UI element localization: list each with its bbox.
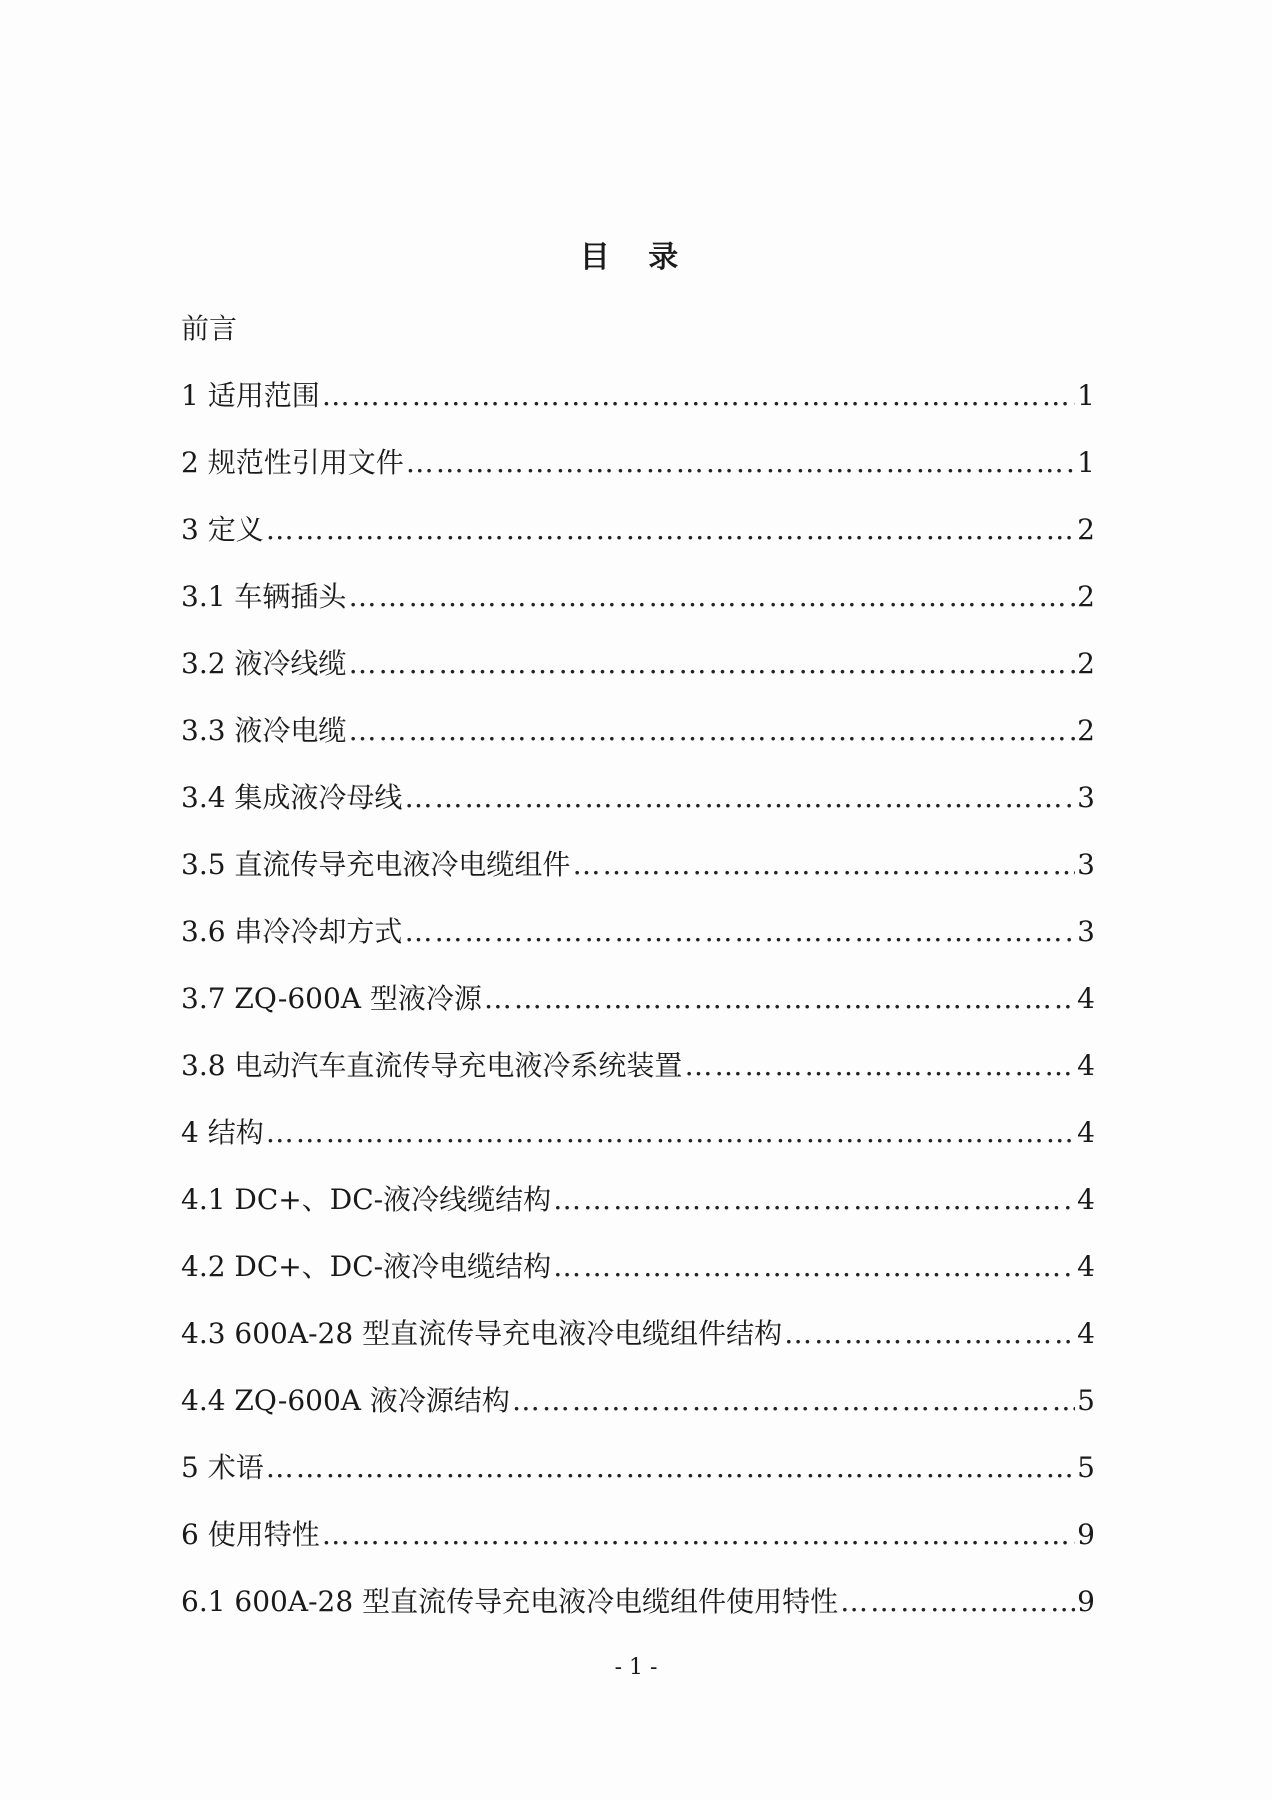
toc-dot-leader bbox=[348, 697, 1075, 764]
toc-entry-label: 4 结构 bbox=[181, 1116, 264, 1149]
toc-entry[interactable] bbox=[181, 1233, 1095, 1300]
toc-entry-label: 3.1 车辆插头 bbox=[181, 580, 347, 613]
toc-entry[interactable] bbox=[181, 429, 1095, 496]
toc-entry-page: 3 bbox=[1077, 848, 1095, 881]
toc-entry-page: 4 bbox=[1077, 1116, 1095, 1149]
toc-dot-leader bbox=[512, 1367, 1075, 1434]
toc-dot-leader bbox=[406, 429, 1075, 496]
toc-entry-label: 3.6 串冷冷却方式 bbox=[181, 915, 403, 948]
toc-entry-label: 3 定义 bbox=[181, 513, 264, 546]
toc-dot-leader bbox=[572, 831, 1075, 898]
toc-dot-leader bbox=[348, 563, 1075, 630]
toc-dot-leader bbox=[266, 1099, 1075, 1166]
toc-dot-leader bbox=[684, 1032, 1075, 1099]
toc-entry-label: 6.1 600A-28 型直流传导充电液冷电缆组件使用特性 bbox=[181, 1585, 839, 1618]
toc-entry[interactable] bbox=[181, 362, 1095, 429]
toc-entry-page: 9 bbox=[1077, 1518, 1095, 1551]
toc-entry-page: 3 bbox=[1077, 915, 1095, 948]
toc-dot-leader bbox=[322, 362, 1075, 429]
toc-entry[interactable] bbox=[181, 1300, 1095, 1367]
toc-entry-page: 2 bbox=[1077, 647, 1095, 680]
toc-entry[interactable] bbox=[181, 965, 1095, 1032]
toc-entry-label: 3.7 ZQ-600A 型液冷源 bbox=[181, 982, 482, 1015]
toc-entry-label: 4.1 DC+、DC-液冷线缆结构 bbox=[181, 1183, 552, 1216]
toc-entry-label: 3.2 液冷线缆 bbox=[181, 647, 347, 680]
toc-entry-label: 1 适用范围 bbox=[181, 379, 320, 412]
toc-entry-page: 2 bbox=[1077, 580, 1095, 613]
toc-entry-page: 2 bbox=[1077, 513, 1095, 546]
toc-entry-label: 3.3 液冷电缆 bbox=[181, 714, 347, 747]
toc-entry-label: 3.4 集成液冷母线 bbox=[181, 781, 403, 814]
toc-entry[interactable] bbox=[181, 1367, 1095, 1434]
toc-dot-leader bbox=[322, 1501, 1075, 1568]
toc-entry[interactable] bbox=[181, 1568, 1095, 1635]
toc-dot-leader bbox=[266, 496, 1075, 563]
toc-entry-label: 4.2 DC+、DC-液冷电缆结构 bbox=[181, 1250, 552, 1283]
toc-entry[interactable] bbox=[181, 630, 1095, 697]
toc-dot-leader bbox=[266, 1434, 1075, 1501]
toc-dot-leader bbox=[484, 965, 1075, 1032]
toc-entry-page: 4 bbox=[1077, 982, 1095, 1015]
toc-entry-page: 9 bbox=[1077, 1585, 1095, 1618]
page-number: - 1 - bbox=[614, 1655, 658, 1680]
toc-entry[interactable] bbox=[181, 831, 1095, 898]
toc-entry-label: 4.3 600A-28 型直流传导充电液冷电缆组件结构 bbox=[181, 1317, 783, 1350]
toc-entry[interactable] bbox=[181, 563, 1095, 630]
table-of-contents bbox=[181, 295, 1095, 1635]
toc-entry-page: 4 bbox=[1077, 1049, 1095, 1082]
toc-dot-leader bbox=[404, 764, 1075, 831]
toc-entry[interactable] bbox=[181, 496, 1095, 563]
toc-entry[interactable] bbox=[181, 1434, 1095, 1501]
toc-title: 目 录 bbox=[579, 240, 693, 275]
toc-entry-label: 3.8 电动汽车直流传导充电液冷系统装置 bbox=[181, 1049, 683, 1082]
toc-dot-leader bbox=[840, 1568, 1075, 1635]
toc-entry-label: 3.5 直流传导充电液冷电缆组件 bbox=[181, 848, 571, 881]
toc-entry-page: 4 bbox=[1077, 1250, 1095, 1283]
toc-entry-page: 1 bbox=[1077, 379, 1095, 412]
toc-entry-page: 5 bbox=[1077, 1384, 1095, 1417]
toc-entry[interactable] bbox=[181, 1501, 1095, 1568]
toc-entry-label: 4.4 ZQ-600A 液冷源结构 bbox=[181, 1384, 510, 1417]
toc-dot-leader bbox=[553, 1166, 1075, 1233]
toc-dot-leader bbox=[404, 898, 1075, 965]
toc-entry[interactable] bbox=[181, 295, 1095, 362]
toc-entry-page: 2 bbox=[1077, 714, 1095, 747]
toc-entry-label: 5 术语 bbox=[181, 1451, 264, 1484]
toc-entry[interactable] bbox=[181, 1099, 1095, 1166]
toc-entry[interactable] bbox=[181, 764, 1095, 831]
toc-entry-label: 6 使用特性 bbox=[181, 1518, 320, 1551]
toc-entry-label: 前言 bbox=[181, 312, 238, 345]
toc-entry-page: 3 bbox=[1077, 781, 1095, 814]
toc-dot-leader bbox=[784, 1300, 1075, 1367]
toc-entry-page: 4 bbox=[1077, 1183, 1095, 1216]
toc-entry-label: 2 规范性引用文件 bbox=[181, 446, 404, 479]
toc-entry-page: 1 bbox=[1077, 446, 1095, 479]
toc-entry-page: 5 bbox=[1077, 1451, 1095, 1484]
toc-entry[interactable] bbox=[181, 697, 1095, 764]
toc-dot-leader bbox=[348, 630, 1075, 697]
toc-dot-leader bbox=[553, 1233, 1075, 1300]
toc-entry[interactable] bbox=[181, 1166, 1095, 1233]
toc-entry-page: 4 bbox=[1077, 1317, 1095, 1350]
toc-entry[interactable] bbox=[181, 898, 1095, 965]
toc-entry[interactable] bbox=[181, 1032, 1095, 1099]
